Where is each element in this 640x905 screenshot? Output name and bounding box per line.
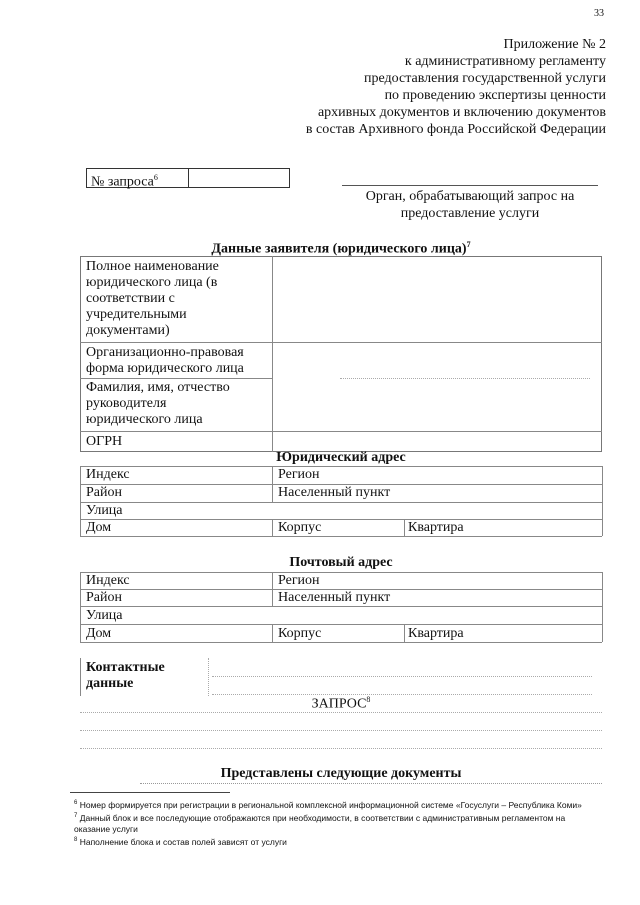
col-divider bbox=[80, 658, 81, 696]
col-divider bbox=[272, 572, 273, 606]
request-number-label: № запроса$^6$ bbox=[87, 169, 189, 187]
legal-house-label: Дом bbox=[86, 520, 112, 535]
zapros-title: ЗАПРОС$^8$ bbox=[311, 695, 371, 712]
row-divider bbox=[80, 466, 602, 467]
footnotes bbox=[74, 798, 594, 847]
organ-signature-line bbox=[342, 185, 598, 186]
postal-index-label: Индекс bbox=[86, 573, 130, 588]
contacts-label: Контактные данные bbox=[86, 660, 165, 691]
applicant-table-divider bbox=[272, 256, 273, 452]
row-divider bbox=[80, 624, 602, 625]
legal-index-label: Индекс bbox=[86, 467, 130, 482]
row-divider bbox=[80, 642, 602, 643]
head-name-field[interactable] bbox=[274, 380, 600, 430]
row-divider bbox=[80, 606, 602, 607]
footnote: $^8$ Наполнение блока и состав полей зависят от услуги bbox=[74, 836, 287, 847]
legal-street-label: Улица bbox=[86, 503, 123, 518]
col-divider bbox=[602, 466, 603, 536]
footnote-separator bbox=[70, 792, 230, 793]
appendix-line: по проведению экспертизы ценности bbox=[384, 88, 606, 103]
col-divider bbox=[272, 519, 273, 536]
col-divider bbox=[272, 466, 273, 502]
full-name-field[interactable] bbox=[274, 258, 600, 341]
legal-locality-label: Населенный пункт bbox=[278, 485, 391, 500]
field-underline bbox=[340, 378, 590, 379]
col-divider bbox=[404, 519, 405, 536]
ogrn-label: ОГРН bbox=[86, 434, 123, 449]
documents-line bbox=[140, 783, 602, 784]
organ-caption: Орган, обрабатывающий запрос на предоставление услуги bbox=[365, 189, 575, 221]
legal-district-label: Район bbox=[86, 485, 122, 500]
head-name-label: Фамилия, имя, отчество руководителя юридического лица bbox=[86, 380, 230, 427]
ogrn-field[interactable] bbox=[274, 433, 600, 451]
row-divider bbox=[80, 502, 602, 503]
postal-apartment-label: Квартира bbox=[408, 626, 464, 641]
row-divider bbox=[80, 431, 602, 432]
org-form-field[interactable] bbox=[274, 344, 600, 378]
appendix-line: предоставления государственной услуги bbox=[364, 71, 606, 86]
footnote: $^7$ Данный блок и все последующие отображаются при необходимости, в соответствии с административным регламентом на оказание услуги bbox=[74, 812, 566, 834]
org-form-label: Организационно-правовая форма юридического лица bbox=[86, 345, 244, 376]
full-name-label: Полное наименование юридического лица (в соответствии с учредительными документами) bbox=[86, 259, 219, 338]
appendix-line: Приложение № 2 bbox=[503, 37, 606, 52]
col-divider bbox=[602, 572, 603, 642]
postal-region-label: Регион bbox=[278, 573, 320, 588]
contacts-field[interactable] bbox=[212, 660, 598, 694]
col-divider bbox=[80, 572, 81, 642]
legal-apartment-label: Квартира bbox=[408, 520, 464, 535]
col-divider bbox=[272, 624, 273, 642]
field-underline bbox=[212, 676, 592, 677]
row-divider bbox=[80, 342, 602, 343]
row-divider bbox=[80, 519, 602, 520]
appendix-header bbox=[186, 36, 606, 138]
appendix-line: архивных документов и включению документов bbox=[317, 105, 606, 120]
postal-locality-label: Населенный пункт bbox=[278, 590, 391, 605]
postal-building-label: Корпус bbox=[278, 626, 322, 641]
postal-district-label: Район bbox=[86, 590, 122, 605]
row-divider bbox=[80, 378, 272, 379]
col-divider bbox=[208, 658, 209, 696]
documents-title: Представлены следующие документы bbox=[220, 766, 462, 781]
request-number-field[interactable] bbox=[189, 169, 289, 187]
postal-address-title: Почтовый адрес bbox=[289, 555, 393, 570]
applicant-section-title: Данные заявителя (юридического лица)$^7$ bbox=[211, 240, 471, 257]
row-divider bbox=[80, 536, 602, 537]
request-number-box bbox=[86, 168, 290, 188]
postal-house-label: Дом bbox=[86, 626, 112, 641]
postal-street-label: Улица bbox=[86, 608, 123, 623]
legal-address-title: Юридический адрес bbox=[276, 450, 406, 465]
appendix-line: в состав Архивного фонда Российской Федерации bbox=[305, 122, 606, 137]
page-number: 33 bbox=[594, 8, 604, 19]
zapros-field[interactable] bbox=[80, 712, 602, 766]
appendix-line: к административному регламенту bbox=[404, 54, 606, 69]
legal-region-label: Регион bbox=[278, 467, 320, 482]
col-divider bbox=[80, 466, 81, 536]
col-divider bbox=[404, 624, 405, 642]
legal-building-label: Корпус bbox=[278, 520, 322, 535]
footnote: $^6$ Номер формируется при регистрации в региональной комплексной информационной системе «Госуслуги – Республика Коми» bbox=[74, 799, 582, 810]
contacts-block bbox=[80, 658, 602, 696]
row-divider bbox=[80, 572, 602, 573]
